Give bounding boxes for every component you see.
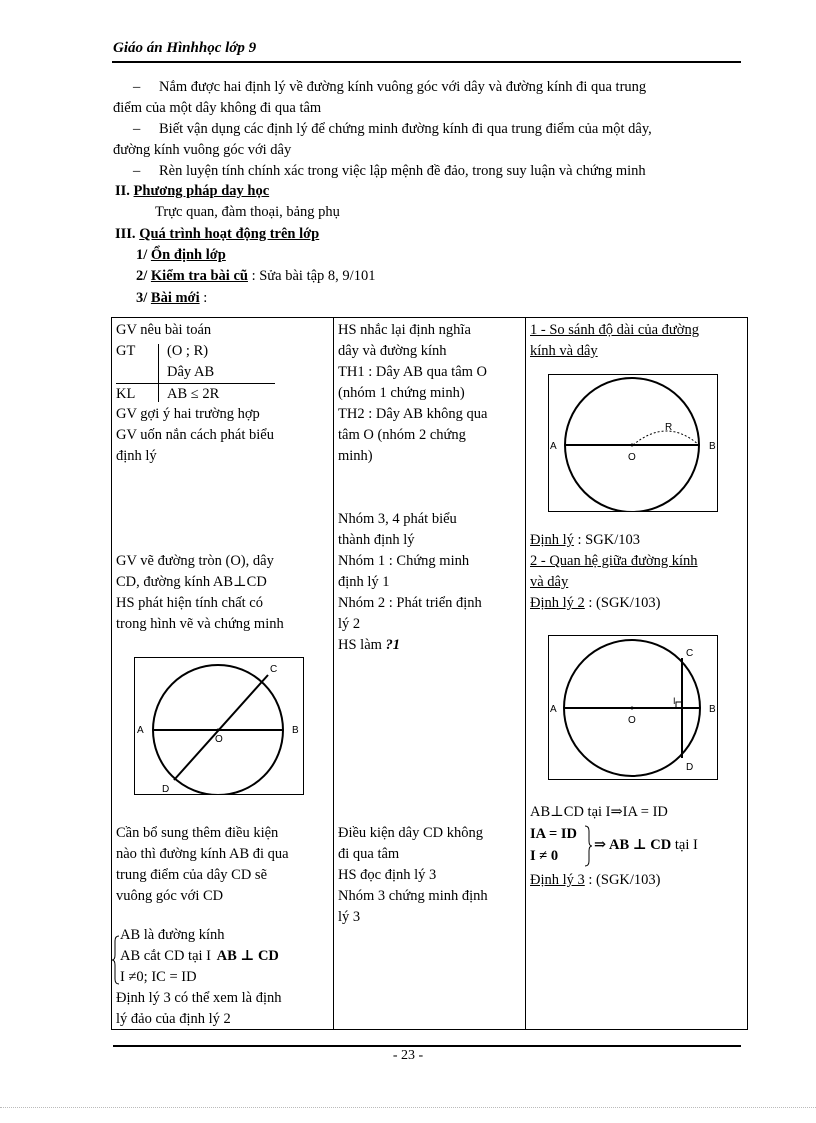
hs-lam-text: HS làm	[338, 637, 382, 653]
eq2-result-line	[594, 834, 698, 856]
step-title: Ổn định lớp	[150, 247, 226, 263]
label-D: D	[686, 762, 694, 773]
theorem-ref: : (SGK/103)	[588, 872, 661, 888]
label-A: A	[550, 704, 557, 715]
condition-system	[112, 925, 332, 991]
footer-rule	[113, 1045, 741, 1047]
text-line: nào thì đường kính AB đi qua	[116, 846, 289, 862]
label-B: B	[292, 725, 299, 736]
gt-line-2: Dây AB	[167, 364, 215, 380]
text-line: định lý	[116, 448, 157, 464]
section-title-line: và dây	[530, 574, 569, 590]
step-number: 3/	[136, 290, 148, 306]
section-2-content: Trực quan, đàm thoại, bảng phụ	[155, 204, 340, 220]
text-line: (nhóm 1 chứng minh)	[338, 385, 465, 401]
text-line: TH2 : Dây AB không qua	[338, 406, 488, 422]
figure-diameter-perpendicular-chord	[548, 635, 718, 780]
bottom-dotted-line	[0, 1107, 816, 1108]
objective-text: Biết vận dụng các định lý để chứng minh đường kính đi qua trung điểm của một dây,	[159, 121, 652, 137]
figure-diameter-vs-chord	[548, 374, 718, 512]
step-number: 1/	[136, 247, 148, 263]
text-line: Nhóm 3 chứng minh định	[338, 888, 488, 904]
objective-dash: –	[133, 79, 141, 95]
text-line: lý đảo của định lý 2	[116, 1011, 231, 1027]
cond-line-2	[120, 946, 279, 967]
text-line: Điều kiện dây CD không	[338, 825, 483, 841]
label-A: A	[550, 441, 557, 452]
col3-section-2	[530, 551, 743, 593]
col2-lines-c	[338, 823, 521, 928]
text-line: đi qua tâm	[338, 846, 400, 862]
closing-brace-icon	[584, 825, 592, 867]
section-2-title: Phương pháp day học	[133, 183, 270, 199]
brace-icon	[112, 935, 120, 985]
page-number: - 23 -	[392, 1048, 424, 1063]
section-3-title: Quá trình hoạt động trên lớp	[139, 226, 320, 242]
eq2-tai: tại I	[674, 837, 698, 853]
text-line: trong hình vẽ và chứng minh	[116, 616, 284, 632]
text-line: Cần bổ sung thêm điều kiện	[116, 825, 279, 841]
theorem-ref: : (SGK/103)	[588, 595, 661, 611]
label-O: O	[628, 452, 636, 463]
label-I: I	[673, 696, 676, 706]
section-3-heading	[115, 226, 319, 243]
text-line: minh)	[338, 448, 373, 464]
cond-line-1: AB là đường kính	[120, 927, 225, 943]
section-title-line: kính và dây	[530, 343, 598, 359]
objective-dash: –	[133, 163, 141, 179]
lesson-table	[111, 317, 748, 1030]
cond-line-3: I ≠0; IC = ID	[120, 969, 197, 985]
eq2-result: ⇒ AB ⊥ CD	[594, 837, 672, 853]
text-line	[338, 635, 521, 656]
objective-line	[113, 119, 739, 140]
text-line: GV gợi ý hai trường hợp	[116, 406, 260, 422]
col1-lines-a	[116, 404, 329, 467]
theorem-1	[530, 530, 743, 551]
label-C: C	[686, 648, 694, 659]
text-line: dây và đường kính	[338, 343, 447, 359]
col1-lines-c	[116, 823, 329, 907]
text-line: lý 2	[338, 616, 361, 632]
step-title: Bài mới	[150, 290, 200, 306]
theorem-2	[530, 593, 743, 614]
step-1	[136, 247, 226, 264]
text-line: tâm O (nhóm 2 chứng	[338, 427, 466, 443]
section-2-heading	[115, 183, 269, 200]
text-line: HS đọc định lý 3	[338, 867, 437, 883]
section-title-line: 2 - Quan hệ giữa đường kính	[530, 553, 698, 569]
objective-line	[113, 161, 739, 182]
section-3-number: III.	[115, 226, 136, 242]
theorem-ref: : SGK/103	[577, 532, 640, 548]
label-A: A	[137, 725, 144, 736]
text-line: CD, đường kính AB⊥CD	[116, 574, 267, 590]
text-line: Nhóm 2 : Phát triển định	[338, 595, 482, 611]
text-line: vuông góc với CD	[116, 888, 224, 904]
text-line: TH1 : Dây AB qua tâm O	[338, 364, 488, 380]
page-header-title: Giáo án Hìnhhọc lớp 9	[113, 40, 257, 56]
objective-line	[113, 77, 739, 98]
step-rest: :	[203, 290, 208, 306]
equation-1: AB⊥CD tại I⇒IA = ID	[530, 804, 668, 820]
text-line: định lý 1	[338, 574, 390, 590]
text-line: thành định lý	[338, 532, 415, 548]
text-line: Định lý 3 có thể xem là định	[116, 990, 282, 1006]
step-number: 2/	[136, 268, 148, 284]
student-column	[334, 318, 526, 1030]
objective-text: điểm của một dây không đi qua tâm	[113, 100, 322, 116]
col2-lines-a	[338, 320, 521, 467]
step-title: Kiểm tra bài cũ	[150, 268, 248, 284]
board-column	[526, 318, 748, 1030]
figure-3-drawing	[549, 636, 717, 779]
objective-dash: –	[133, 121, 141, 137]
label-B: B	[709, 441, 716, 452]
gt-label: GT	[116, 343, 136, 359]
text-line: HS nhắc lại định nghĩa	[338, 322, 471, 338]
text-line: trung điểm của dây CD sẽ	[116, 867, 268, 883]
col2-lines-b	[338, 509, 521, 656]
gt-kl-box	[116, 341, 266, 405]
objective-line	[113, 98, 739, 119]
theorem-label: Định lý 2	[530, 595, 585, 611]
text-line: Nhóm 3, 4 phát biểu	[338, 511, 457, 527]
kl-value: AB ≤ 2R	[167, 386, 220, 402]
label-D: D	[162, 784, 170, 794]
theorem-3	[530, 870, 743, 891]
label-C: C	[270, 664, 278, 675]
figure-diameter-chord	[134, 657, 304, 795]
col1-lines-d	[116, 988, 329, 1030]
text-line: Nhóm 1 : Chứng minh	[338, 553, 470, 569]
label-O: O	[628, 715, 636, 726]
text-line: GV vẽ đường tròn (O), dây	[116, 553, 274, 569]
label-O: O	[215, 734, 223, 745]
col3-section-1	[530, 320, 743, 362]
cond-result: AB ⊥ CD	[216, 948, 279, 964]
objective-text: đường kính vuông góc với dây	[113, 142, 292, 158]
text-line: lý 3	[338, 909, 361, 925]
label-B: B	[709, 704, 716, 715]
question-mark-1: ?1	[385, 637, 401, 653]
section-title-line: 1 - So sánh độ dài của đường	[530, 322, 699, 338]
step-2	[136, 268, 375, 285]
gt-line-1: (O ; R)	[167, 343, 209, 359]
teacher-column	[112, 318, 334, 1030]
label-R: R	[665, 422, 673, 433]
eq2-line-1: IA = ID	[530, 826, 577, 842]
equation-2	[530, 823, 740, 869]
objective-text: Rèn luyện tính chính xác trong việc lập mệnh đề đảo, trong suy luận và chứng minh	[159, 163, 646, 179]
kl-label: KL	[116, 386, 136, 402]
step-3	[136, 290, 207, 307]
header-rule	[112, 61, 741, 63]
cond-text: AB cắt CD tại I	[120, 948, 212, 964]
figure-1-drawing	[549, 375, 717, 511]
col1-lines-b	[116, 551, 329, 635]
text-line: HS phát hiện tính chất có	[116, 595, 263, 611]
objective-text: Nắm được hai định lý về đường kính vuông góc với dây và đường kính đi qua trung	[159, 79, 647, 95]
theorem-label: Định lý 3	[530, 872, 585, 888]
eq2-line-2: I ≠ 0	[530, 848, 559, 864]
section-2-number: II.	[115, 183, 130, 199]
text-line: GV uốn nắn cách phát biểu	[116, 427, 274, 443]
step-rest: : Sửa bài tập 8, 9/101	[251, 268, 376, 284]
figure-diameter-chord-drawing	[135, 658, 303, 794]
theorem-label: Định lý	[530, 532, 574, 548]
col1-intro: GV nêu bài toán	[116, 322, 212, 338]
objective-line	[113, 140, 739, 161]
